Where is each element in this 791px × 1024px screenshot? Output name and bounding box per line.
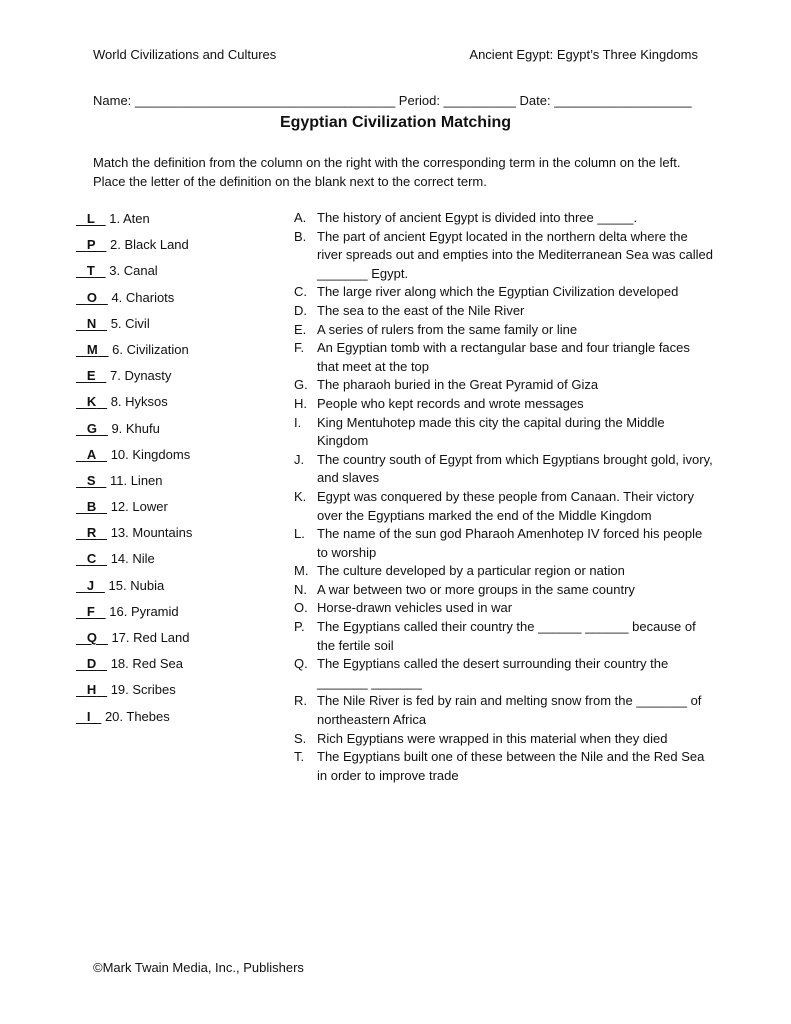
answer-blank[interactable] bbox=[76, 366, 106, 385]
definition-item bbox=[294, 376, 714, 395]
definition-text: The sea to the east of the Nile River bbox=[317, 302, 525, 318]
term-label: 5. Civil bbox=[110, 315, 150, 331]
term-label: 6. Civilization bbox=[112, 341, 189, 357]
term-label: 8. Hyksos bbox=[110, 394, 168, 410]
answer-letter: H bbox=[86, 682, 97, 698]
answer-blank[interactable] bbox=[76, 523, 107, 542]
definition-letter: L. bbox=[294, 526, 305, 542]
answer-letter: M bbox=[86, 341, 98, 357]
term-row bbox=[76, 419, 276, 445]
term-label: 12. Lower bbox=[110, 499, 168, 515]
definition-text: A series of rulers from the same family or line bbox=[317, 321, 578, 337]
definition-item bbox=[294, 283, 714, 302]
definition-letter: F. bbox=[294, 340, 305, 356]
definition-letter: I. bbox=[294, 414, 302, 430]
answer-blank[interactable] bbox=[76, 340, 109, 359]
term-row bbox=[76, 261, 276, 287]
terms-column bbox=[76, 209, 276, 733]
definition-item bbox=[294, 395, 714, 414]
term-label: 16. Pyramid bbox=[109, 603, 179, 619]
answer-blank[interactable] bbox=[76, 471, 106, 490]
term-row bbox=[76, 288, 276, 314]
answer-letter: O bbox=[86, 289, 97, 305]
definition-letter: J. bbox=[294, 451, 305, 467]
term-row bbox=[76, 497, 276, 523]
term-row bbox=[76, 235, 276, 261]
definition-text: The Egyptians built one of these between the Nile and the Red Sea in order to improve trade bbox=[317, 749, 705, 783]
answer-letter: S bbox=[86, 472, 96, 488]
definition-letter: B. bbox=[294, 228, 307, 244]
term-row bbox=[76, 707, 276, 733]
answer-blank[interactable] bbox=[76, 707, 101, 726]
definition-item bbox=[294, 618, 714, 655]
answer-blank[interactable] bbox=[76, 419, 108, 438]
term-label: 3. Canal bbox=[109, 263, 158, 279]
definition-item bbox=[294, 321, 714, 340]
term-row bbox=[76, 366, 276, 392]
definition-text: The country south of Egypt from which Egyptians brought gold, ivory, and slaves bbox=[317, 451, 713, 486]
definition-letter: P. bbox=[294, 619, 305, 635]
term-row bbox=[76, 680, 276, 706]
definition-letter: Q. bbox=[294, 656, 308, 672]
definition-item bbox=[294, 748, 714, 785]
answer-blank[interactable] bbox=[76, 680, 107, 699]
term-row bbox=[76, 549, 276, 575]
definition-letter: D. bbox=[294, 302, 307, 318]
definition-text: The part of ancient Egypt located in the northern delta where the river spreads out and empties into the Mediterranean Sea was called _______ Egypt. bbox=[317, 228, 713, 281]
publisher-footer: ©Mark Twain Media, Inc., Publishers bbox=[93, 960, 304, 975]
answer-letter: L bbox=[86, 211, 95, 226]
term-label: 18. Red Sea bbox=[110, 656, 183, 672]
answer-letter: E bbox=[86, 368, 96, 384]
term-label: 20. Thebes bbox=[104, 708, 170, 724]
answer-blank[interactable] bbox=[76, 445, 107, 464]
course-header: World Civilizations and Cultures bbox=[93, 47, 277, 62]
term-label: 19. Scribes bbox=[110, 682, 176, 698]
definition-item bbox=[294, 692, 714, 729]
definitions-column bbox=[294, 209, 714, 785]
answer-letter: G bbox=[86, 420, 97, 436]
answer-letter: R bbox=[86, 525, 97, 541]
term-row bbox=[76, 523, 276, 549]
term-row bbox=[76, 602, 276, 628]
term-label: 11. Linen bbox=[109, 472, 163, 488]
definition-item bbox=[294, 414, 714, 451]
definition-text: Rich Egyptians were wrapped in this material when they died bbox=[317, 730, 668, 746]
answer-blank[interactable] bbox=[76, 392, 107, 411]
term-row bbox=[76, 445, 276, 471]
definition-letter: H. bbox=[294, 395, 307, 411]
definition-text: The history of ancient Egypt is divided into three _____. bbox=[317, 210, 638, 225]
term-row bbox=[76, 471, 276, 497]
term-row bbox=[76, 576, 276, 602]
term-label: 13. Mountains bbox=[110, 525, 193, 541]
answer-blank[interactable] bbox=[76, 497, 107, 516]
term-label: 10. Kingdoms bbox=[110, 446, 191, 462]
answer-letter: N bbox=[86, 315, 97, 331]
term-row bbox=[76, 209, 276, 235]
term-label: 2. Black Land bbox=[109, 237, 189, 253]
definition-text: The pharaoh buried in the Great Pyramid of Giza bbox=[317, 377, 599, 393]
definition-letter: N. bbox=[294, 581, 307, 597]
answer-letter: K bbox=[86, 394, 97, 410]
definition-item bbox=[294, 562, 714, 581]
term-row bbox=[76, 314, 276, 340]
definition-text: The Egyptians called the desert surrounding their country the _______ _______ bbox=[317, 656, 669, 690]
answer-letter: B bbox=[86, 499, 97, 515]
definition-text: Horse-drawn vehicles used in war bbox=[317, 600, 513, 616]
term-label: 9. Khufu bbox=[111, 420, 160, 436]
definition-letter: S. bbox=[294, 730, 307, 746]
definition-item bbox=[294, 209, 714, 228]
answer-blank[interactable] bbox=[76, 288, 108, 307]
answer-letter: F bbox=[86, 603, 95, 619]
unit-header: Ancient Egypt: Egypt’s Three Kingdoms bbox=[469, 47, 698, 62]
answer-letter: T bbox=[86, 263, 95, 279]
definition-item bbox=[294, 228, 714, 284]
term-label: 1. Aten bbox=[109, 211, 150, 226]
answer-letter: J bbox=[86, 577, 95, 593]
definition-text: The name of the sun god Pharaoh Amenhotep IV forced his people to worship bbox=[317, 526, 703, 560]
answer-letter: C bbox=[86, 551, 97, 567]
definition-letter: E. bbox=[294, 321, 307, 337]
answer-blank[interactable] bbox=[76, 602, 106, 621]
answer-blank[interactable] bbox=[76, 261, 106, 280]
definition-item bbox=[294, 339, 714, 376]
answer-blank[interactable] bbox=[76, 235, 106, 254]
definition-text: An Egyptian tomb with a rectangular base and four triangle faces that meet at the top bbox=[317, 340, 690, 374]
definition-text: The large river along which the Egyptian Civilization developed bbox=[317, 284, 679, 300]
definition-item bbox=[294, 488, 714, 525]
definition-item bbox=[294, 599, 714, 618]
definition-text: King Mentuhotep made this city the capital during the Middle Kingdom bbox=[317, 414, 665, 449]
term-row bbox=[76, 628, 276, 654]
definition-item bbox=[294, 451, 714, 488]
answer-blank[interactable] bbox=[76, 576, 105, 595]
definition-letter: T. bbox=[294, 749, 305, 765]
instructions: Match the definition from the column on the right with the corresponding term in the column on the left. Place the letter of the definition on the blank next to the correct term. bbox=[93, 155, 681, 189]
definition-item bbox=[294, 730, 714, 749]
definition-letter: C. bbox=[294, 284, 307, 300]
definition-letter: M. bbox=[294, 563, 309, 579]
answer-letter: A bbox=[86, 446, 97, 462]
term-row bbox=[76, 654, 276, 680]
definition-text: A war between two or more groups in the same country bbox=[317, 581, 635, 597]
term-label: 7. Dynasty bbox=[109, 368, 172, 384]
definition-text: The culture developed by a particular region or nation bbox=[317, 563, 625, 579]
page-title: Egyptian Civilization Matching bbox=[279, 114, 512, 131]
term-label: 14. Nile bbox=[110, 551, 155, 567]
answer-letter: P bbox=[86, 237, 96, 253]
definition-letter: R. bbox=[294, 693, 307, 709]
answer-blank[interactable] bbox=[76, 549, 107, 568]
name-period-date-line: Name: ____________________________________ Period: __________ Date: ___________________ bbox=[93, 93, 692, 108]
definition-letter: K. bbox=[294, 488, 307, 504]
answer-blank[interactable] bbox=[76, 209, 106, 228]
term-row bbox=[76, 340, 276, 366]
term-row bbox=[76, 392, 276, 418]
term-label: 17. Red Land bbox=[111, 630, 190, 645]
definition-item bbox=[294, 655, 714, 692]
definition-text: Egypt was conquered by these people from Canaan. Their victory over the Egyptians marked the end of the Middle Kingdom bbox=[317, 488, 694, 523]
definition-text: The Nile River is fed by rain and melting snow from the _______ of northeastern Africa bbox=[317, 693, 702, 728]
answer-blank[interactable] bbox=[76, 654, 107, 673]
answer-letter: Q bbox=[86, 630, 97, 645]
term-label: 4. Chariots bbox=[111, 289, 175, 305]
answer-letter: D bbox=[86, 656, 97, 672]
definition-item bbox=[294, 302, 714, 321]
definition-item bbox=[294, 581, 714, 600]
term-label: 15. Nubia bbox=[108, 577, 165, 593]
definition-letter: O. bbox=[294, 600, 308, 616]
definition-item bbox=[294, 525, 714, 562]
definition-letter: G. bbox=[294, 377, 308, 393]
definition-letter: A. bbox=[294, 210, 307, 225]
answer-blank[interactable] bbox=[76, 314, 107, 333]
answer-blank[interactable] bbox=[76, 628, 108, 647]
answer-letter: I bbox=[86, 708, 91, 724]
definition-text: People who kept records and wrote messages bbox=[317, 395, 584, 411]
definition-text: The Egyptians called their country the ______ ______ because of the fertile soil bbox=[317, 619, 696, 653]
